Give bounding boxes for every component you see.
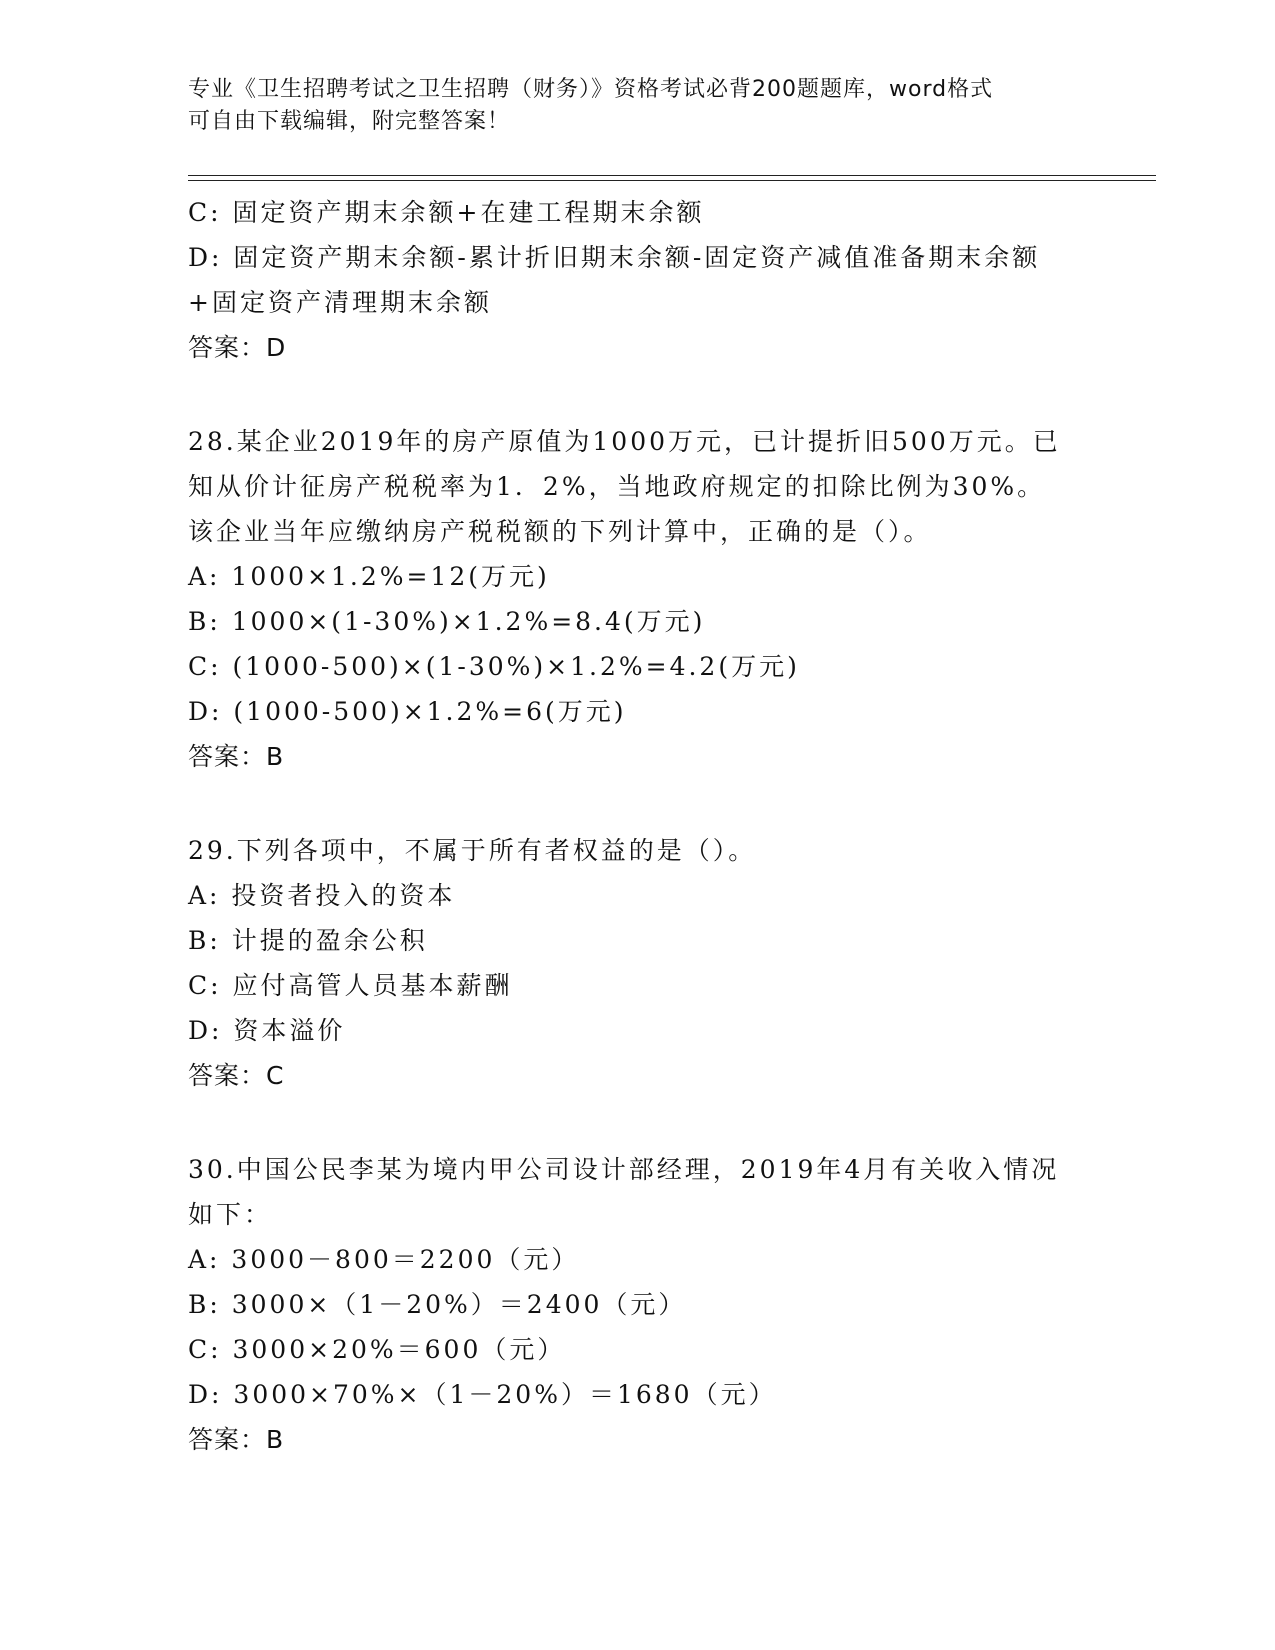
question-block-30	[188, 1147, 1088, 1462]
option-line: C: 固定资产期末余额+在建工程期末余额	[188, 198, 705, 227]
option-line: D: 固定资产期末余额-累计折旧期末余额-固定资产减值准备期末余额	[188, 243, 1041, 272]
option-line: A: 投资者投入的资本	[188, 881, 456, 910]
question-stem-line: 知从价计征房产税税率为1．2%，当地政府规定的扣除比例为30%。	[188, 472, 1046, 501]
header-line-1: 专业《卫生招聘考试之卫生招聘（财务）》资格考试必背200题题库，word格式	[188, 77, 994, 102]
question-content	[188, 190, 1088, 1462]
question-stem-line: 30.中国公民李某为境内甲公司设计部经理，2019年4月有关收入情况	[188, 1155, 1060, 1184]
option-line: C: 3000×20%＝600（元）	[188, 1335, 566, 1364]
option-line: D: 3000×70%×（1－20%）＝1680（元）	[188, 1380, 777, 1409]
header-line-2: 可自由下载编辑，附完整答案！	[188, 109, 511, 134]
question-block-27	[188, 190, 1088, 370]
question-stem-line: 29.下列各项中，不属于所有者权益的是（）。	[188, 836, 757, 865]
answer-line: 答案：C	[188, 1061, 285, 1090]
option-line: D: (1000-500)×1.2%=6(万元)	[188, 697, 627, 726]
option-line: A: 1000×1.2%=12(万元)	[188, 562, 550, 591]
question-stem-line: 该企业当年应缴纳房产税税额的下列计算中，正确的是（）。	[188, 517, 932, 546]
option-line: B: 计提的盈余公积	[188, 926, 428, 955]
answer-line: 答案：B	[188, 742, 285, 771]
answer-line: 答案：D	[188, 333, 287, 362]
question-block-29	[188, 828, 1088, 1098]
header-rule-bottom	[188, 180, 1156, 181]
option-line: +固定资产清理期末余额	[188, 288, 492, 317]
option-line: B: 3000×（1－20%）＝2400（元）	[188, 1290, 687, 1319]
option-line: C: 应付高管人员基本薪酬	[188, 971, 513, 1000]
header-rule-top	[188, 175, 1156, 176]
answer-line: 答案：B	[188, 1425, 285, 1454]
option-line: C: (1000-500)×(1-30%)×1.2%=4.2(万元)	[188, 652, 800, 681]
option-line: B: 1000×(1-30%)×1.2%=8.4(万元)	[188, 607, 706, 636]
option-line: A: 3000－800＝2200（元）	[188, 1245, 580, 1274]
document-header	[188, 74, 1088, 138]
question-stem-line: 如下：	[188, 1200, 273, 1229]
option-line: D: 资本溢价	[188, 1016, 346, 1045]
question-block-28	[188, 419, 1088, 779]
question-stem-line: 28.某企业2019年的房产原值为1000万元，已计提折旧500万元。已	[188, 427, 1061, 456]
